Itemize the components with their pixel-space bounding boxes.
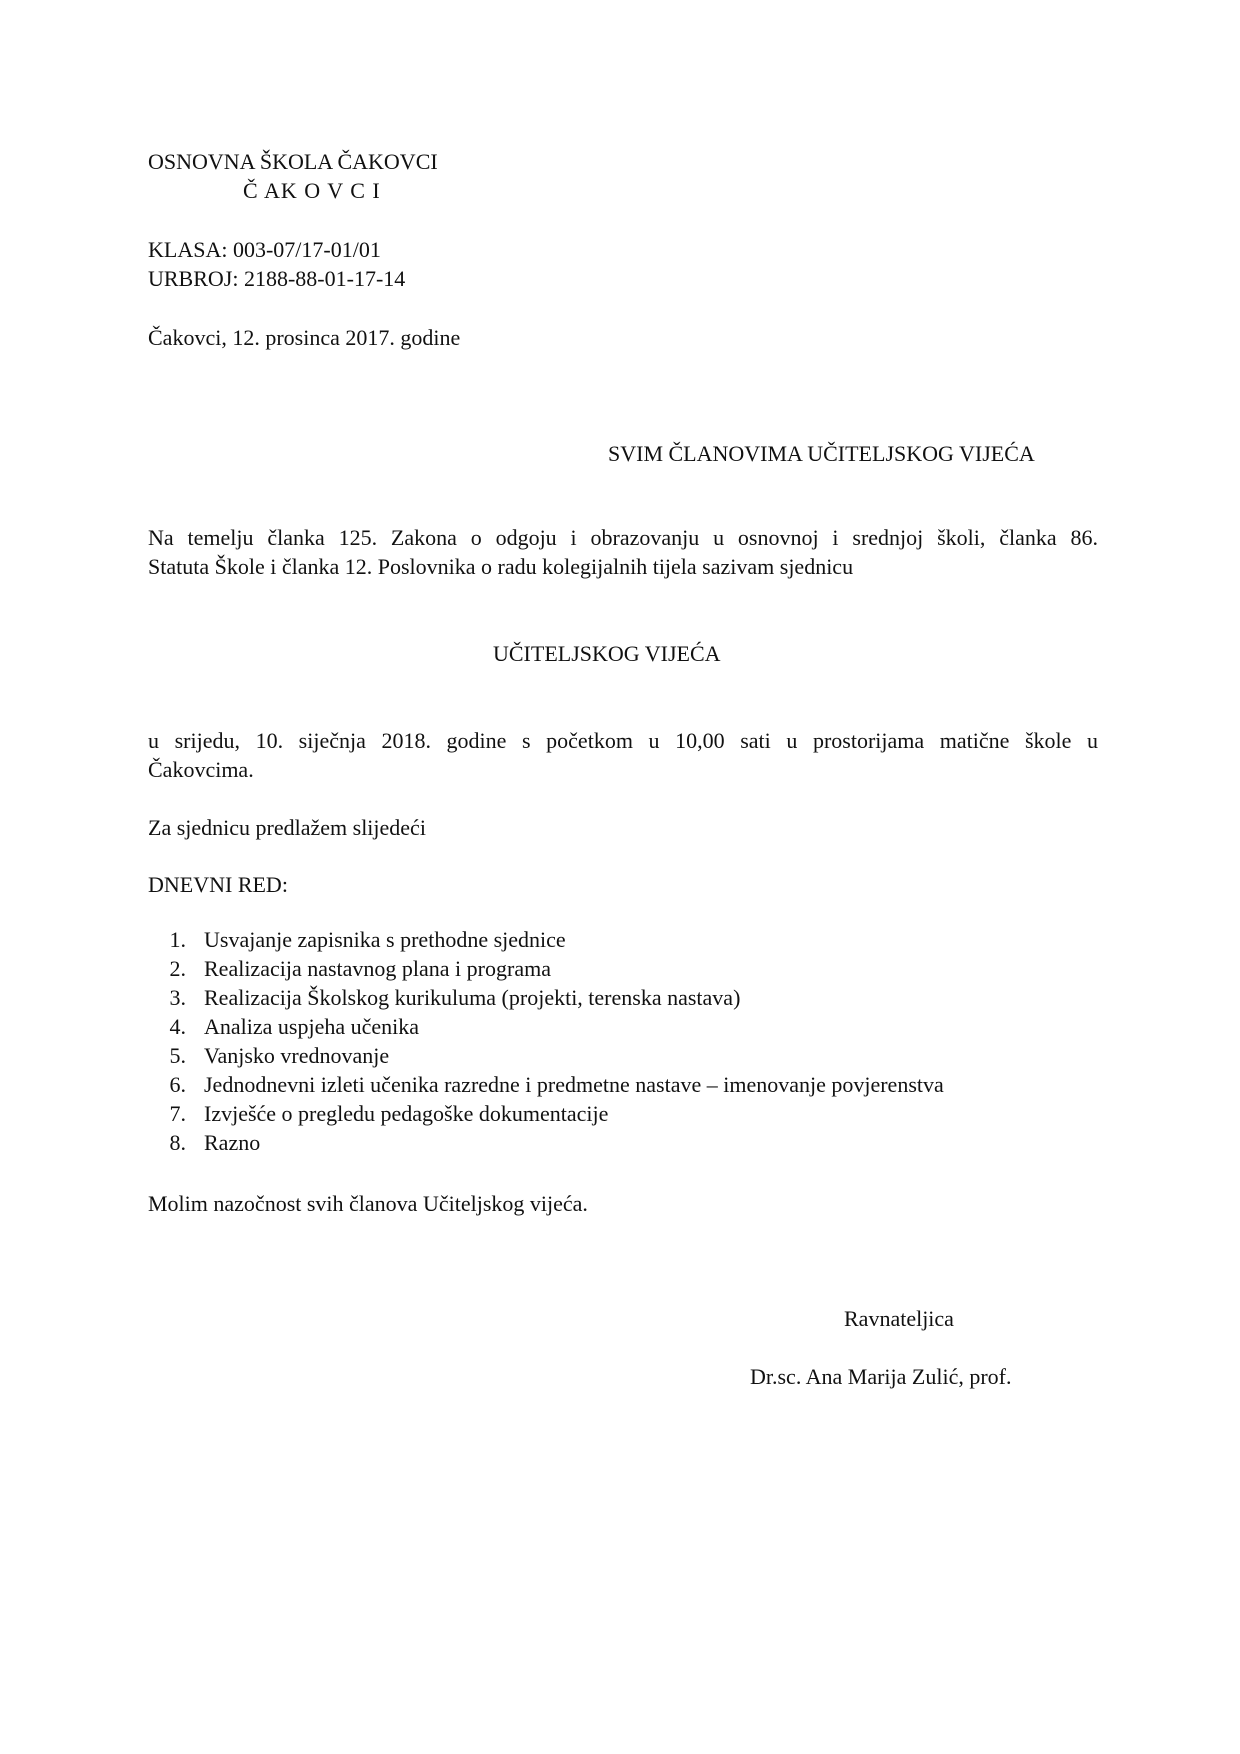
school-place: Č AK O V C I [243,178,381,203]
agenda-item [148,1128,944,1157]
agenda-item-number: 2. [169,956,186,981]
agenda-item [148,983,944,1012]
agenda-item-number: 3. [169,985,186,1010]
agenda-item-text: Vanjsko vrednovanje [204,1043,390,1068]
agenda-item-number: 7. [169,1101,186,1126]
agenda-item [148,1012,944,1041]
agenda-item-number: 4. [169,1014,186,1039]
meeting-line-2: Čakovcima. [148,757,254,782]
agenda-heading: DNEVNI RED: [148,872,288,897]
agenda-item-text: Realizacija nastavnog plana i programa [204,956,551,981]
agenda-item [148,954,944,983]
agenda-item [148,1041,944,1070]
meeting-line-1: u srijedu, 10. siječnja 2018. godine s početkom u 10,00 sati u prostorijama matične škole u [148,728,1098,753]
agenda-list [148,925,944,1157]
proposal-line: Za sjednicu predlažem slijedeći [148,815,426,840]
school-name: OSNOVNA ŠKOLA ČAKOVCI [148,149,438,174]
agenda-item [148,925,944,954]
agenda-item-number: 6. [169,1072,186,1097]
recipient-line: SVIM ČLANOVIMA UČITELJSKOG VIJEĆA [608,441,1035,466]
signature-title: Ravnateljica [844,1306,954,1331]
agenda-item-text: Realizacija Školskog kurikuluma (projekti, terenska nastava) [204,985,741,1010]
intro-line-1: Na temelju članka 125. Zakona o odgoju i obrazovanju u osnovnoj i srednjoj školi, članka 86. [148,525,1098,550]
klasa-reference: KLASA: 003-07/17-01/01 [148,237,381,262]
agenda-item-text: Razno [204,1130,261,1155]
agenda-item-number: 5. [169,1043,186,1068]
body-title: UČITELJSKOG VIJEĆA [493,641,721,666]
urbroj-reference: URBROJ: 2188-88-01-17-14 [148,266,406,291]
agenda-item-number: 8. [169,1130,186,1155]
closing-line: Molim nazočnost svih članova Učiteljskog vijeća. [148,1191,588,1216]
agenda-item-text: Jednodnevni izleti učenika razredne i predmetne nastave – imenovanje povjerenstva [204,1072,944,1097]
agenda-item [148,1070,944,1099]
agenda-item-text: Usvajanje zapisnika s prethodne sjednice [204,927,566,952]
document-date: Čakovci, 12. prosinca 2017. godine [148,325,461,350]
signature-name: Dr.sc. Ana Marija Zulić, prof. [750,1364,1012,1389]
agenda-item-text: Analiza uspjeha učenika [204,1014,420,1039]
intro-line-2: Statuta Škole i članka 12. Poslovnika o radu kolegijalnih tijela sazivam sjednicu [148,554,854,579]
agenda-item [148,1099,944,1128]
agenda-item-number: 1. [169,927,186,952]
agenda-item-text: Izvješće o pregledu pedagoške dokumentacije [204,1101,609,1126]
